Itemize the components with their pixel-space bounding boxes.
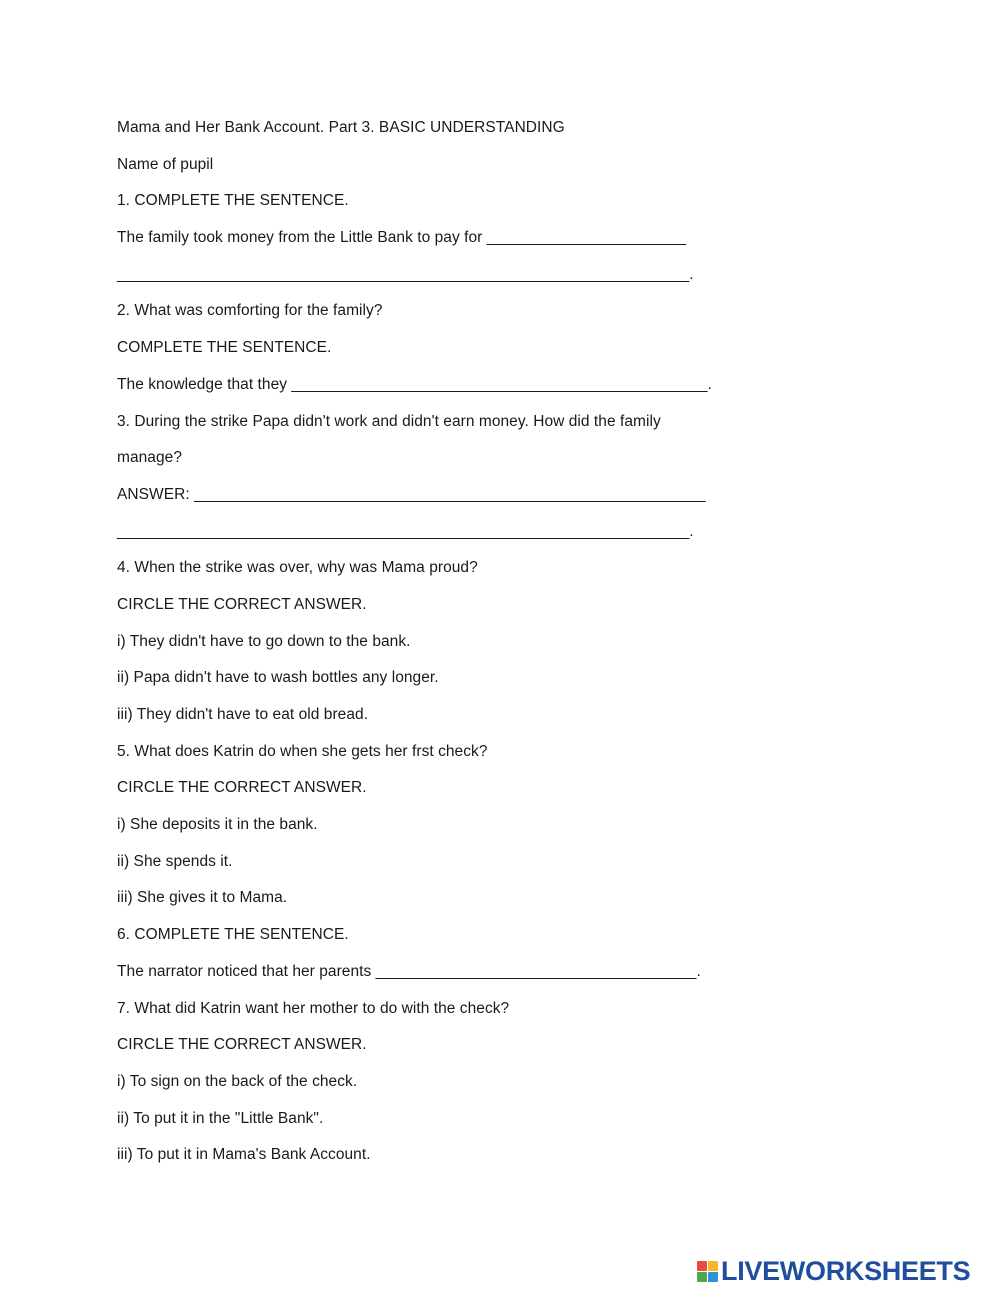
question-7-option-ii: ii) To put it in the "Little Bank".	[117, 1109, 324, 1127]
question-3-heading: 3. During the strike Papa didn't work and didn't earn money. How did the family	[117, 412, 661, 430]
question-4-instruction: CIRCLE THE CORRECT ANSWER.	[117, 595, 367, 613]
question-5-instruction: CIRCLE THE CORRECT ANSWER.	[117, 779, 367, 797]
question-4-option-iii: iii) They didn't have to eat old bread.	[117, 706, 369, 723]
question-5-option-i: i) She deposits it in the bank.	[117, 816, 318, 834]
question-6-heading: 6. COMPLETE THE SENTENCE.	[117, 926, 349, 944]
liveworksheets-logo	[697, 1256, 970, 1286]
question-7-heading: 7. What did Katrin want her mother to do with the check?	[117, 999, 510, 1017]
question-5-heading: 5. What does Katrin do when she gets her frst check?	[117, 742, 488, 760]
logo-block-l	[697, 1261, 707, 1271]
question-3-blank-line: __________________________________________________________________.	[117, 522, 694, 540]
question-2-instruction: COMPLETE THE SENTENCE.	[117, 339, 332, 357]
question-3-answer: ANSWER: ___________________________________________________________	[117, 485, 706, 503]
logo-block-e	[708, 1272, 718, 1282]
question-4-option-ii: ii) Papa didn't have to wash bottles any longer.	[117, 669, 439, 687]
question-2-sentence: The knowledge that they ________________________________________________.	[117, 375, 712, 393]
question-3-heading-continued: manage?	[117, 449, 182, 467]
question-6-sentence: The narrator noticed that her parents _____________________________________.	[117, 962, 701, 980]
question-5-option-iii: iii) She gives it to Mama.	[117, 889, 288, 907]
name-of-pupil-label: Name of pupil	[117, 155, 214, 173]
logo-blocks-icon	[697, 1261, 718, 1282]
question-1-heading: 1. COMPLETE THE SENTENCE.	[117, 192, 349, 210]
question-4-option-i: i) They didn't have to go down to the bank.	[117, 632, 411, 650]
question-7-instruction: CIRCLE THE CORRECT ANSWER.	[117, 1036, 367, 1054]
question-4-heading: 4. When the strike was over, why was Mama proud?	[117, 559, 478, 577]
worksheet	[117, 117, 757, 1181]
question-7-option-iii: iii) To put it in Mama's Bank Account.	[117, 1146, 371, 1164]
logo-block-v	[697, 1272, 707, 1282]
worksheet-title: Mama and Her Bank Account. Part 3. BASIC UNDERSTANDING	[117, 119, 565, 136]
question-2-heading: 2. What was comforting for the family?	[117, 302, 383, 320]
logo-text: LIVEWORKSHEETS	[721, 1256, 971, 1286]
question-1-sentence: The family took money from the Little Bank to pay for _______________________	[117, 229, 687, 247]
question-7-option-i: i) To sign on the back of the check.	[117, 1072, 358, 1090]
logo-block-i	[708, 1261, 718, 1271]
question-5-option-ii: ii) She spends it.	[117, 852, 233, 870]
question-1-blank-line: __________________________________________________________________.	[117, 265, 694, 283]
